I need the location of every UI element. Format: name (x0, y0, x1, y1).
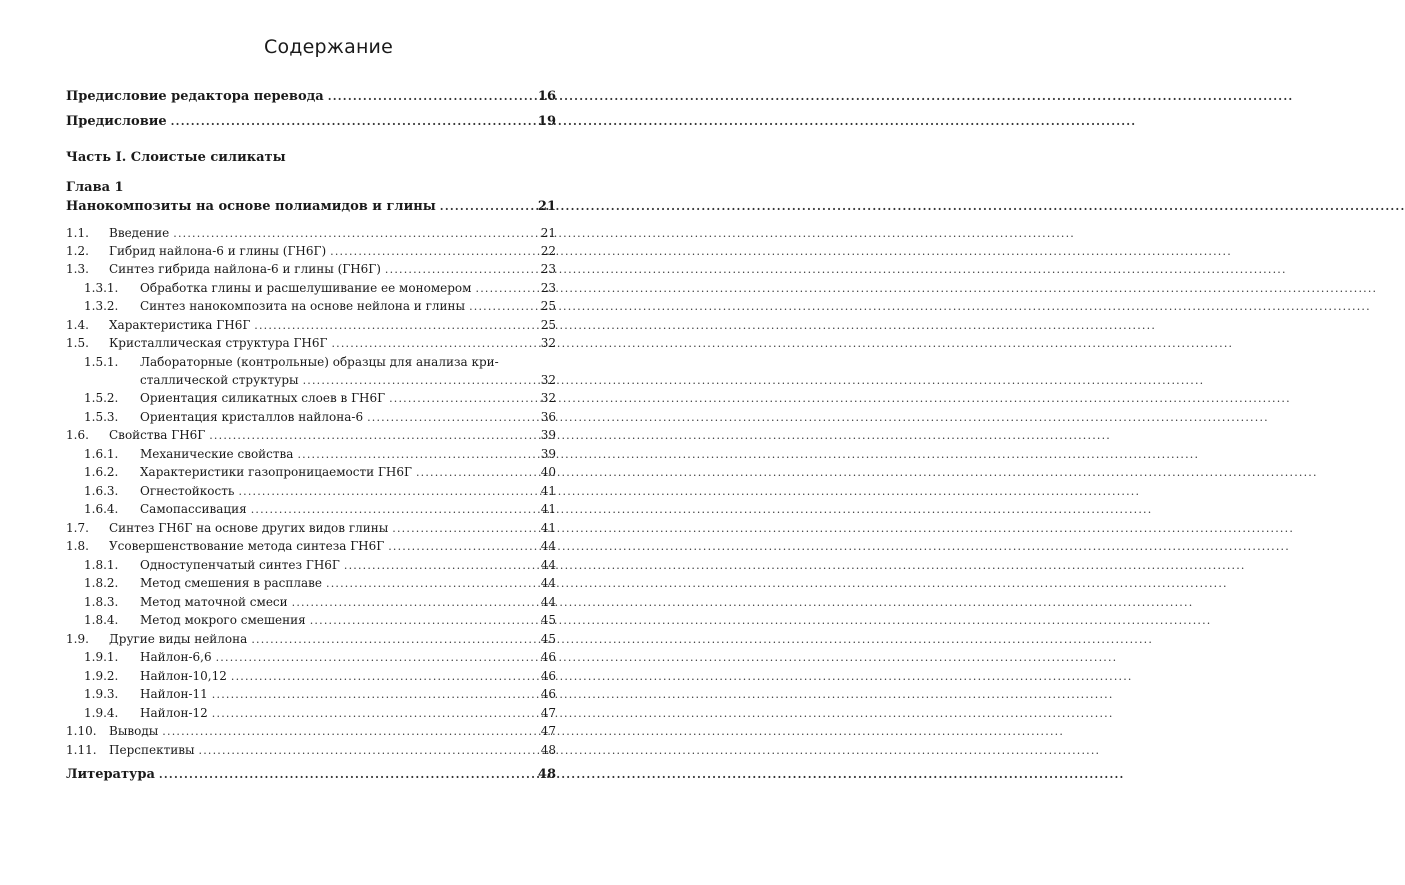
dot-leader (385, 262, 534, 277)
toc-entry[interactable] (66, 576, 556, 591)
dot-leader (231, 669, 534, 684)
toc-entry[interactable] (66, 226, 556, 241)
toc-entry[interactable] (66, 318, 556, 333)
toc-entry[interactable] (66, 410, 556, 425)
page-number: 46 (540, 687, 556, 701)
entry-number: 1.9. (66, 632, 89, 646)
entry-text: Одноступенчатый синтез ГН6Г (140, 558, 340, 572)
entry-number: 1.8.4. (84, 613, 119, 627)
toc-entry-line2[interactable] (140, 373, 556, 388)
entry-text: Усовершенствование метода синтеза ГН6Г (109, 539, 385, 553)
toc-entry-literature[interactable] (66, 767, 556, 782)
entry-text: Гибрид найлона-6 и глины (ГН6Г) (109, 244, 327, 258)
page-number: 36 (540, 410, 556, 424)
toc-entry[interactable] (66, 521, 556, 536)
entry-text-line1: Лабораторные (контрольные) образцы для анализа кри- (140, 355, 499, 369)
toc-entry[interactable] (66, 281, 556, 296)
toc-entry[interactable] (66, 447, 556, 462)
entry-number: 1.5.1. (84, 355, 119, 369)
toc-page (0, 0, 657, 885)
toc-entry[interactable] (66, 539, 556, 554)
entry-text: Свойства ГН6Г (109, 428, 206, 442)
entry-text: Введение (109, 226, 170, 240)
dot-leader (476, 281, 535, 296)
dot-leader (171, 114, 534, 129)
dot-leader (159, 767, 534, 782)
entry-text: Предисловие (66, 114, 167, 129)
entry-text: Литература (66, 767, 155, 782)
page-number: 40 (540, 465, 556, 479)
dot-leader (330, 244, 534, 259)
dot-leader (310, 613, 534, 628)
page-number: 45 (540, 632, 556, 646)
entry-text: Механические свойства (140, 447, 294, 461)
entry-number: 1.8.1. (84, 558, 119, 572)
page-number: 39 (540, 428, 556, 442)
entry-number: 1.11. (66, 743, 97, 757)
entry-text: Предисловие редактора перевода (66, 89, 324, 104)
entry-text: сталлической структуры (140, 373, 299, 387)
dot-leader (388, 539, 534, 554)
entry-number: 1.6.2. (84, 465, 119, 479)
toc-entry[interactable] (66, 262, 556, 277)
page-number: 44 (540, 558, 556, 572)
entry-number: 1.8. (66, 539, 89, 553)
dot-leader (209, 428, 534, 443)
entry-text: Другие виды нейлона (109, 632, 248, 646)
entry-text: Ориентация кристаллов найлона-6 (140, 410, 364, 424)
entry-text: Самопассивация (140, 502, 247, 516)
toc-entry[interactable] (66, 613, 556, 628)
page-number: 46 (540, 650, 556, 664)
entry-text: Метод маточной смеси (140, 595, 288, 609)
dot-leader (328, 89, 534, 104)
toc-entry[interactable] (66, 669, 556, 684)
page-number: 46 (540, 669, 556, 683)
page-number: 44 (540, 576, 556, 590)
toc-entry[interactable] (66, 687, 556, 702)
dot-leader (251, 502, 534, 517)
toc-entry[interactable] (66, 595, 556, 610)
entry-number: 1.5.2. (84, 391, 119, 405)
entry-number: 1.4. (66, 318, 89, 332)
entry-number: 1.2. (66, 244, 89, 258)
dot-leader (469, 299, 534, 314)
chapter-label: Глава 1 (66, 180, 124, 195)
toc-entry[interactable] (66, 502, 556, 517)
toc-entry[interactable] (66, 650, 556, 665)
page-number: 25 (540, 299, 556, 313)
dot-leader (303, 373, 534, 388)
entry-text: Синтез нанокомпозита на основе нейлона и глины (140, 299, 466, 313)
dot-leader (216, 650, 534, 665)
dot-leader (416, 465, 534, 480)
page-number: 48 (537, 767, 556, 782)
entry-number: 1.9.3. (84, 687, 119, 701)
entry-number: 1.9.4. (84, 706, 119, 720)
page-number: 44 (540, 539, 556, 553)
entry-number: 1.6.4. (84, 502, 119, 516)
toc-entry[interactable] (66, 299, 556, 314)
dot-leader (392, 521, 534, 536)
toc-entry[interactable] (66, 484, 556, 499)
entry-text: Метод мокрого смешения (140, 613, 306, 627)
page-number: 21 (540, 226, 556, 240)
page-number: 23 (540, 281, 556, 295)
dot-leader (199, 743, 534, 758)
page-number: 32 (540, 373, 556, 387)
page-title: Содержание (264, 36, 393, 58)
page-number: 16 (537, 89, 556, 104)
entry-text: Характеристики газопроницаемости ГН6Г (140, 465, 412, 479)
dot-leader (212, 687, 534, 702)
entry-number: 1.5.3. (84, 410, 119, 424)
page-number: 21 (537, 199, 556, 214)
entry-number: 1.6.3. (84, 484, 119, 498)
entry-text: Обработка глины и расшелушивание ее мономером (140, 281, 472, 295)
entry-number: 1.8.2. (84, 576, 119, 590)
entry-text: Выводы (109, 724, 159, 738)
entry-text: Синтез гибрида найлона-6 и глины (ГН6Г) (109, 262, 381, 276)
page-number: 22 (540, 244, 556, 258)
entry-number: 1.9.2. (84, 669, 119, 683)
page-number: 47 (540, 724, 556, 738)
entry-text: Характеристика ГН6Г (109, 318, 251, 332)
entry-number: 1.3. (66, 262, 89, 276)
page-number: 48 (540, 743, 556, 757)
dot-leader (173, 226, 534, 241)
entry-text: Найлон-12 (140, 706, 208, 720)
entry-number: 1.3.1. (84, 281, 119, 295)
toc-entry[interactable] (66, 632, 556, 647)
page-number: 41 (540, 502, 556, 516)
entry-text: Найлон-11 (140, 687, 208, 701)
dot-leader (367, 410, 534, 425)
page-number: 25 (540, 318, 556, 332)
entry-text: Кристаллическая структура ГН6Г (109, 336, 328, 350)
entry-number: 1.5. (66, 336, 89, 350)
entry-number: 1.10. (66, 724, 97, 738)
dot-leader (238, 484, 534, 499)
dot-leader (389, 391, 534, 406)
page-number: 32 (540, 336, 556, 350)
toc-entry[interactable] (66, 465, 556, 480)
entry-number: 1.1. (66, 226, 89, 240)
toc-entry-chapter-1[interactable] (66, 199, 556, 214)
entry-number: 1.3.2. (84, 299, 119, 313)
entry-text: Ориентация силикатных слоев в ГН6Г (140, 391, 386, 405)
toc-entry[interactable] (66, 336, 556, 351)
dot-leader (212, 706, 534, 721)
dot-leader (292, 595, 534, 610)
toc-entry[interactable] (66, 428, 556, 443)
page-number: 41 (540, 521, 556, 535)
page-number: 23 (540, 262, 556, 276)
page-number: 47 (540, 706, 556, 720)
toc-entry[interactable] (66, 244, 556, 259)
entry-text: Перспективы (109, 743, 195, 757)
entry-number: 1.6.1. (84, 447, 119, 461)
dot-leader (344, 558, 534, 573)
dot-leader (162, 724, 534, 739)
toc-entry[interactable] (66, 558, 556, 573)
entry-text: Метод смешения в расплаве (140, 576, 323, 590)
toc-entry-foreword[interactable] (66, 114, 556, 129)
entry-number: 1.6. (66, 428, 89, 442)
entry-number: 1.7. (66, 521, 89, 535)
entry-text: Найлон-10,12 (140, 669, 227, 683)
entry-number: 1.8.3. (84, 595, 119, 609)
entry-text: Найлон-6,6 (140, 650, 212, 664)
toc-entry[interactable] (66, 743, 556, 758)
page-number: 44 (540, 595, 556, 609)
page-number: 32 (540, 391, 556, 405)
page-number: 39 (540, 447, 556, 461)
dot-leader (254, 318, 534, 333)
entry-number: 1.9.1. (84, 650, 119, 664)
toc-entry[interactable] (66, 391, 556, 406)
page-number: 19 (537, 114, 556, 129)
toc-entry-line1[interactable] (66, 355, 556, 370)
entry-text: Огнестойкость (140, 484, 235, 498)
entry-text: Нанокомпозиты на основе полиамидов и глины (66, 199, 436, 214)
page-number: 41 (540, 484, 556, 498)
dot-leader (440, 199, 534, 214)
toc-entry[interactable] (66, 724, 556, 739)
toc-entry[interactable] (66, 706, 556, 721)
part-heading[interactable]: Часть I. Слоистые силикаты (66, 150, 286, 165)
dot-leader (326, 576, 534, 591)
page-number: 45 (540, 613, 556, 627)
dot-leader (297, 447, 534, 462)
dot-leader (331, 336, 534, 351)
dot-leader (251, 632, 534, 647)
toc-entry-foreword-editor[interactable] (66, 89, 556, 104)
entry-text: Синтез ГН6Г на основе других видов глины (109, 521, 389, 535)
